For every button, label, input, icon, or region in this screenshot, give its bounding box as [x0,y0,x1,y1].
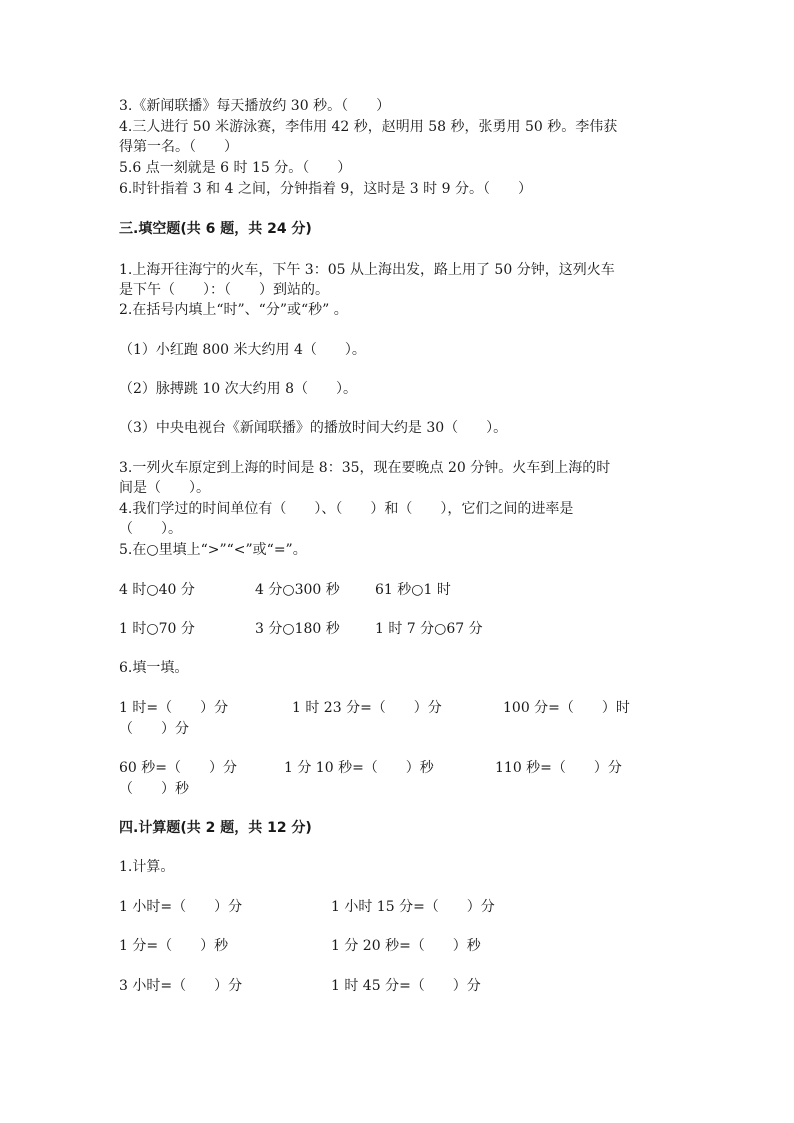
s3-q5-cell: 4 时○40 分 [119,582,195,598]
s3-q6-row1-cont: （ ）分 [119,721,189,737]
s3-q6: 6.填一填。 [119,660,189,676]
section3-heading: 三.填空题(共 6 题，共 24 分) [119,221,312,237]
s3-q5-cell: 61 秒○1 时 [375,582,451,598]
judge-item-3: 3.《新闻联播》每天播放约 30 秒。（ ） [119,98,391,114]
s4-cell: 1 时 45 分=（ ）分 [331,978,481,994]
s3-q6-cell: 110 秒=（ ）分 [495,760,622,776]
s3-q5: 5.在○里填上“>”“<”或“=”。 [119,542,307,558]
s4-cell: 3 小时=（ ）分 [119,978,243,994]
s3-q5-cell: 1 时○70 分 [119,621,195,637]
s3-q2: 2.在括号内填上“时”、“分”或“秒” 。 [119,302,348,318]
s3-q6-cell: 1 时 23 分=（ ）分 [292,700,442,716]
s3-q1-line2: 是下午（ ）：（ ）到站的。 [119,282,329,298]
judge-item-4-cont: 得第一名。（ ） [119,139,238,155]
s3-q3-line1: 3.一列火车原定到上海的时间是 8：35，现在要晚点 20 分钟。火车到上海的时 [119,460,611,476]
judge-item-4: 4.三人进行 50 米游泳赛，李伟用 42 秒，赵明用 58 秒，张勇用 50 秒。李伟获 [119,119,618,135]
s3-q2-sub2: （2）脉搏跳 10 次大约用 8（ ）。 [119,381,357,397]
s4-q1: 1.计算。 [119,859,175,875]
s3-q5-cell: 3 分○180 秒 [255,621,340,637]
s4-cell: 1 小时=（ ）分 [119,899,243,915]
s3-q2-sub3: （3）中央电视台《新闻联播》的播放时间大约是 30（ ）。 [119,420,508,436]
s3-q6-row2-cont: （ ）秒 [119,781,189,797]
s3-q6-cell: 1 分 10 秒=（ ）秒 [284,760,434,776]
s3-q5-cell: 4 分○300 秒 [255,582,340,598]
s4-cell: 1 分 20 秒=（ ）秒 [331,938,481,954]
s3-q3-line2: 间是（ ）。 [119,480,210,496]
s3-q4-line1: 4.我们学过的时间单位有（ ）、（ ）和（ ），它们之间的进率是 [119,501,574,517]
section4-heading: 四.计算题(共 2 题，共 12 分) [119,820,312,836]
s3-q6-cell: 100 分=（ ）时 [503,700,630,716]
judge-item-6: 6.时针指着 3 和 4 之间，分钟指着 9，这时是 3 时 9 分。（ ） [119,181,532,197]
s3-q1-line1: 1.上海开往海宁的火车，下午 3：05 从上海出发，路上用了 50 分钟，这列火车 [119,262,615,278]
s4-cell: 1 分=（ ）秒 [119,938,229,954]
s3-q4-line2: （ ）。 [119,521,182,537]
s3-q6-cell: 1 时=（ ）分 [119,700,229,716]
s3-q6-cell: 60 秒=（ ）分 [119,760,237,776]
s4-cell: 1 小时 15 分=（ ）分 [331,899,495,915]
s3-q5-cell: 1 时 7 分○67 分 [375,621,483,637]
s3-q2-sub1: （1）小红跑 800 米大约用 4（ ）。 [119,342,366,358]
judge-item-5: 5.6 点一刻就是 6 时 15 分。（ ） [119,160,352,176]
